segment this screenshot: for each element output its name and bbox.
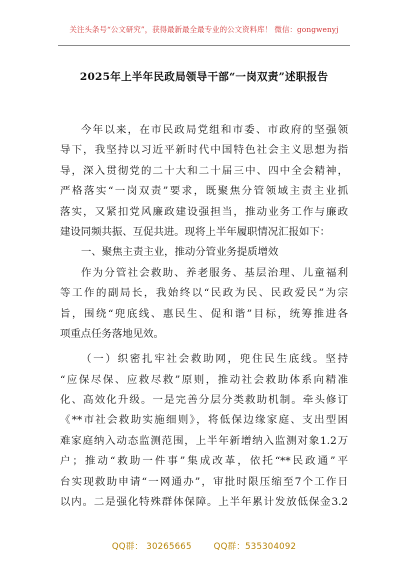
paragraph-responsibilities: [60, 263, 348, 345]
text-line: “应保尽保、应救尽救”原则，推动社会救助体系向精准: [60, 373, 348, 386]
text-line: 落实，又紧扣党风廉政建设强担当，推动业务工作与廉政: [60, 205, 348, 218]
text-line: 户；推动“救助一件事”集成改革，依托“**民政通”平: [60, 455, 348, 468]
text-line: 导下，我坚持以习近平新时代中国特色社会主义思想为指: [60, 144, 348, 157]
text-line: 今年以来，在市民政局党组和市委、市政府的坚强领: [81, 124, 348, 136]
document-body: [60, 120, 348, 512]
footer-qq-group-b: QQ群：535304092: [213, 542, 297, 552]
text-line: 难家庭纳入动态监测范围，上半年新增纳入监测对象1.2万: [60, 434, 348, 447]
paragraph-intro: [60, 120, 348, 242]
text-line: 旨，围绕“兜底线、惠民生、促和谐”目标，统筹推进各: [60, 307, 348, 320]
document-title: 2025年上半年民政局领导干部“一岗双责”述职报告: [79, 71, 329, 83]
paragraph-social-assistance: [60, 349, 348, 512]
text-line: 以内。二是强化特殊群体保障。上半年累计发放低保金3.2: [60, 496, 348, 509]
text-line: 建设同频共振、互促共进。现将上半年履职情况汇报如下：: [60, 225, 331, 238]
header-note: 关注头条号“公文研究”，获得最新最全最专业的公文资料库！ 微信：gongwenyj: [69, 25, 339, 34]
text-line: 作为分管社会救助、养老服务、基层治理、儿童福利: [81, 266, 348, 279]
text-line: 项重点任务落地见效。: [60, 327, 164, 340]
text-line: 严格落实“一岗双责”要求，既聚焦分管领域主责主业抓: [60, 185, 348, 198]
text-line: 化、高效化升级。一是完善分层分类救助机制。牵头修订: [60, 394, 348, 407]
text-line: 台实现救助申请“一网通办”，审批时限压缩至7个工作日: [60, 475, 348, 488]
text-line: 一、聚焦主责主业，推动分管业务提质增效: [81, 246, 279, 259]
text-line: 《**市社会救助实施细则》，将低保边缘家庭、支出型困: [60, 414, 348, 427]
text-line: （一）织密扎牢社会救助网，兜住民生底线。坚持: [81, 353, 348, 366]
footer-qq-group-a: QQ群： 30265665: [111, 542, 192, 552]
text-line: 导，深入贯彻党的二十大和二十届三中、四中全会精神，: [60, 164, 348, 177]
footer-qq-groups: [0, 540, 408, 552]
text-line: 等工作的副局长，我始终以“民政为民、民政爱民”为宗: [60, 287, 348, 300]
section-heading: [60, 242, 348, 262]
header-divider: [58, 45, 350, 46]
